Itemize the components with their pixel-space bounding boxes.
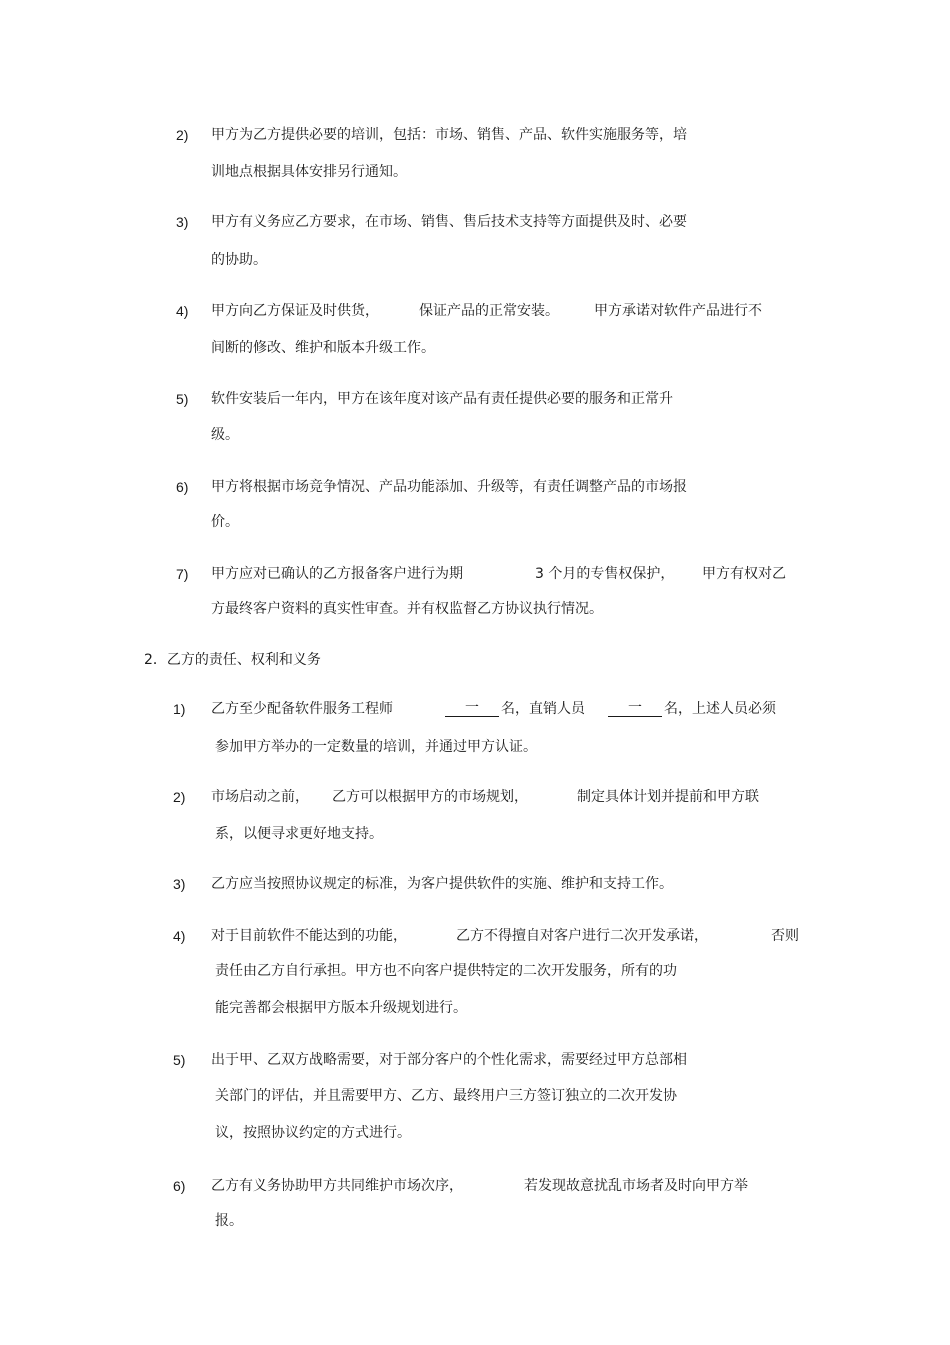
item-text: 甲方向乙方保证及时供货， xyxy=(211,303,379,319)
section-heading: 2．乙方的责任、权利和义务 xyxy=(144,652,321,668)
item-text: 甲方有权对乙 xyxy=(702,566,786,582)
item-text: 价。 xyxy=(211,514,239,530)
item-text: 市场启动之前， xyxy=(211,789,309,805)
item-text: 间断的修改、维护和版本升级工作。 xyxy=(211,340,435,356)
item-number: 7) xyxy=(176,566,189,582)
item-text: 否则 xyxy=(771,928,799,944)
item-number: 3) xyxy=(173,876,186,892)
item-text: 责任由乙方自行承担。甲方也不向客户提供特定的二次开发服务，所有的功 xyxy=(215,963,677,979)
item-text: 关部门的评估，并且需要甲方、乙方、最终用户三方签订独立的二次开发协 xyxy=(215,1088,677,1104)
item-text: 级。 xyxy=(211,427,239,443)
item-text: 甲方承诺对软件产品进行不 xyxy=(594,303,762,319)
item-text: 能完善都会根据甲方版本升级规划进行。 xyxy=(215,1000,467,1016)
item-text: 的协助。 xyxy=(211,252,267,268)
item-text: 制定具体计划并提前和甲方联 xyxy=(577,789,759,805)
item-text: 乙方可以根据甲方的市场规划， xyxy=(332,789,528,805)
item-text: 保证产品的正常安装。 xyxy=(419,303,559,319)
item-number: 5) xyxy=(176,391,189,407)
item-text: 甲方将根据市场竞争情况、产品功能添加、升级等，有责任调整产品的市场报 xyxy=(211,479,687,495)
item-text: 3 个月的专售权保护， xyxy=(535,566,675,582)
item-number: 4) xyxy=(173,928,186,944)
item-text: 名，直销人员 xyxy=(501,701,585,717)
item-text: 方最终客户资料的真实性审查。并有权监督乙方协议执行情况。 xyxy=(211,601,603,617)
item-text: 乙方至少配备软件服务工程师 xyxy=(211,701,393,717)
fill-in-blank: 一 xyxy=(608,700,662,717)
item-text: 对于目前软件不能达到的功能， xyxy=(211,928,407,944)
item-text: 乙方不得擅自对客户进行二次开发承诺， xyxy=(456,928,708,944)
item-text: 甲方有义务应乙方要求，在市场、销售、售后技术支持等方面提供及时、必要 xyxy=(211,214,687,230)
item-text: 参加甲方举办的一定数量的培训，并通过甲方认证。 xyxy=(215,739,537,755)
item-text: 系，以便寻求更好地支持。 xyxy=(215,826,383,842)
item-text: 出于甲、乙双方战略需要，对于部分客户的个性化需求，需要经过甲方总部相 xyxy=(211,1052,687,1068)
item-text: 甲方应对已确认的乙方报备客户进行为期 xyxy=(211,566,463,582)
item-text: 甲方为乙方提供必要的培训，包括：市场、销售、产品、软件实施服务等，培 xyxy=(211,127,687,143)
item-number: 1) xyxy=(173,701,186,717)
item-number: 6) xyxy=(173,1178,186,1194)
item-number: 2) xyxy=(176,127,189,143)
item-text: 软件安装后一年内，甲方在该年度对该产品有责任提供必要的服务和正常升 xyxy=(211,391,673,407)
item-text: 报。 xyxy=(215,1213,243,1229)
item-text: 训地点根据具体安排另行通知。 xyxy=(211,164,407,180)
item-number: 2) xyxy=(173,789,186,805)
item-number: 5) xyxy=(173,1052,186,1068)
item-text: 乙方有义务协助甲方共同维护市场次序， xyxy=(211,1178,463,1194)
item-text: 名，上述人员必须 xyxy=(664,701,776,717)
item-text: 若发现故意扰乱市场者及时向甲方举 xyxy=(524,1178,748,1194)
item-number: 4) xyxy=(176,303,189,319)
item-number: 6) xyxy=(176,479,189,495)
item-number: 3) xyxy=(176,214,189,230)
item-text: 议，按照协议约定的方式进行。 xyxy=(215,1125,411,1141)
item-text: 乙方应当按照协议规定的标准，为客户提供软件的实施、维护和支持工作。 xyxy=(211,876,673,892)
fill-in-blank: 一 xyxy=(445,700,499,717)
